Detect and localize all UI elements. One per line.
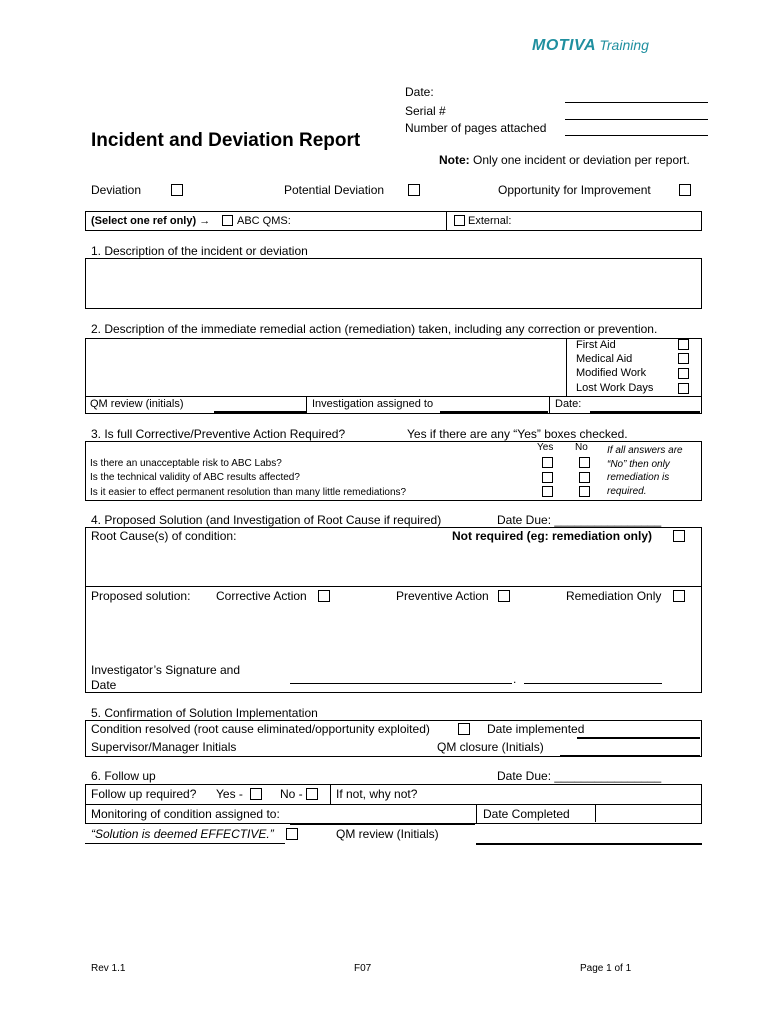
section3-note-line-3: remediation is: [607, 472, 670, 483]
date-completed-label: Date Completed: [483, 807, 570, 821]
signature-label-line2: Date: [91, 678, 117, 692]
if-not-why-label: If not, why not?: [336, 787, 418, 801]
followup-no-label: No -: [280, 787, 303, 801]
condition-resolved-checkbox[interactable]: [458, 723, 470, 735]
section5-heading: 5. Confirmation of Solution Implementation: [91, 706, 318, 720]
permanent-yes-checkbox[interactable]: [542, 486, 553, 497]
note-line: [439, 153, 690, 167]
incident-description-box[interactable]: [85, 258, 702, 309]
footer-form-number: F07: [354, 963, 372, 974]
remediation-only-label: Remediation Only: [566, 589, 662, 603]
root-cause-area[interactable]: [86, 545, 700, 585]
not-required-label: Not required (eg: remediation only): [452, 529, 653, 543]
remedial-description-area[interactable]: [85, 338, 567, 397]
section2-divider: [85, 396, 702, 397]
permanent-no-checkbox[interactable]: [579, 486, 590, 497]
pages-field-line[interactable]: [565, 135, 708, 136]
serial-label: Serial #: [405, 104, 446, 118]
section6-heading: 6. Follow up: [91, 769, 156, 783]
section2-heading: 2. Description of the immediate remedial action (remediation) taken, including any correction or prevention.: [91, 322, 658, 336]
date-label: Date:: [405, 85, 434, 99]
page-title: Incident and Deviation Report: [91, 130, 361, 151]
signature-field-line[interactable]: [290, 683, 512, 684]
serial-field-line[interactable]: [565, 119, 708, 120]
footer-rev: Rev 1.1: [91, 963, 126, 974]
question-validity: Is the technical validity of ABC results affected?: [90, 472, 300, 483]
option-modified-work-checkbox[interactable]: [678, 368, 689, 379]
section3-note: [607, 444, 683, 498]
select-one-ref-label: (Select one ref only) →: [91, 215, 211, 227]
section4-divider: [85, 586, 702, 587]
section6-vdiv3: [595, 804, 596, 822]
validity-yes-checkbox[interactable]: [542, 472, 553, 483]
section2-date-label: Date:: [555, 398, 582, 410]
proposed-solution-area[interactable]: [86, 606, 700, 660]
qm-review-label: QM review (Initials): [336, 827, 439, 841]
section3-heading: 3. Is full Corrective/Preventive Action Required?: [91, 427, 346, 441]
option-medical-aid-checkbox[interactable]: [678, 353, 689, 364]
section6-divider: [85, 804, 702, 805]
abc-qms-label: ABC QMS:: [237, 215, 291, 227]
date-implemented-label: Date implemented: [487, 722, 585, 736]
pages-label: Number of pages attached: [405, 121, 547, 135]
no-column-header: No: [575, 442, 588, 453]
section4-date-due: Date Due: ________________: [497, 513, 662, 527]
solution-effective-label: “Solution is deemed EFFECTIVE.”: [91, 827, 274, 841]
investigation-assigned-label: Investigation assigned to: [312, 398, 434, 410]
option-modified-work-label: Modified Work: [576, 367, 647, 379]
opportunity-checkbox[interactable]: [679, 184, 691, 196]
potential-deviation-checkbox[interactable]: [408, 184, 420, 196]
signature-date-field-line[interactable]: [524, 683, 662, 684]
qm-review-initials-label: QM review (initials): [90, 398, 184, 410]
date-implemented-field-line[interactable]: [577, 737, 700, 739]
option-first-aid-label: First Aid: [576, 339, 616, 351]
signature-separator: .: [513, 672, 517, 686]
followup-yes-checkbox[interactable]: [250, 788, 262, 800]
logo-suffix: Training: [599, 37, 649, 53]
section6-date-due: Date Due: ________________: [497, 769, 662, 783]
monitoring-assigned-label: Monitoring of condition assigned to:: [91, 807, 280, 821]
motiva-logo: [532, 37, 649, 55]
abc-qms-checkbox[interactable]: [222, 215, 233, 226]
supervisor-initials-label: Supervisor/Manager Initials: [91, 740, 237, 754]
section3-note-line-2: “No” then only: [607, 458, 670, 470]
signature-label-line1: Investigator’s Signature and: [91, 663, 240, 677]
preventive-action-label: Preventive Action: [396, 589, 489, 603]
note-text: Only one incident or deviation per report.: [473, 153, 690, 167]
followup-no-checkbox[interactable]: [306, 788, 318, 800]
note-label: Note:: [439, 153, 470, 167]
proposed-solution-label: Proposed solution:: [91, 589, 191, 603]
qm-closure-field-line[interactable]: [560, 755, 700, 757]
root-cause-label: Root Cause(s) of condition:: [91, 529, 237, 543]
qm-closure-label: QM closure (Initials): [437, 740, 544, 754]
option-lost-work-days-label: Lost Work Days: [576, 382, 654, 394]
section6-vdiv1: [330, 784, 331, 804]
option-first-aid-checkbox[interactable]: [678, 339, 689, 350]
option-medical-aid-label: Medical Aid: [576, 353, 633, 365]
option-lost-work-days-checkbox[interactable]: [678, 383, 689, 394]
qm-review-initials-field-line[interactable]: [476, 843, 702, 845]
question-risk: Is there an unacceptable risk to ABC Labs?: [90, 458, 282, 469]
ref-divider: [446, 211, 447, 231]
corrective-action-label: Corrective Action: [216, 589, 307, 603]
section4-heading: 4. Proposed Solution (and Investigation of Root Cause if required): [91, 513, 442, 527]
section3-note-line-4: required.: [607, 485, 647, 497]
deviation-label: Deviation: [91, 183, 142, 197]
solution-effective-checkbox[interactable]: [286, 828, 298, 840]
opportunity-label: Opportunity for Improvement: [498, 183, 651, 197]
section2-vdiv1: [306, 396, 307, 414]
signature-label: [91, 663, 240, 693]
investigation-field-line[interactable]: [440, 411, 548, 413]
yes-column-header: Yes: [537, 442, 554, 453]
corrective-action-checkbox[interactable]: [318, 590, 330, 602]
section1-heading: 1. Description of the incident or deviation: [91, 244, 308, 258]
section2-date-field-line[interactable]: [590, 411, 700, 413]
effective-underline: [85, 843, 285, 844]
section3-note-line-1: If all answers are: [607, 445, 683, 456]
section2-vdiv2: [549, 396, 550, 414]
qm-review-field-line[interactable]: [214, 411, 306, 413]
deviation-checkbox[interactable]: [171, 184, 183, 196]
section6-vdiv2: [476, 804, 477, 824]
external-label: External:: [468, 215, 512, 227]
footer-page-number: Page 1 of 1: [580, 963, 632, 974]
risk-no-checkbox[interactable]: [579, 457, 590, 468]
risk-yes-checkbox[interactable]: [542, 457, 553, 468]
section3-yes-if: Yes if there are any “Yes” boxes checked.: [407, 427, 628, 441]
validity-no-checkbox[interactable]: [579, 472, 590, 483]
logo-brand: MOTIVA: [532, 37, 597, 54]
monitoring-field-line[interactable]: [290, 823, 475, 825]
condition-resolved-label: Condition resolved (root cause eliminated/opportunity exploited): [91, 722, 430, 736]
preventive-action-checkbox[interactable]: [498, 590, 510, 602]
external-checkbox[interactable]: [454, 215, 465, 226]
question-permanent: Is it easier to effect permanent resolution than many little remediations?: [90, 487, 407, 498]
followup-yes-label: Yes -: [216, 787, 243, 801]
not-required-checkbox[interactable]: [673, 530, 685, 542]
potential-deviation-label: Potential Deviation: [284, 183, 385, 197]
date-field-line[interactable]: [565, 102, 708, 103]
followup-required-label: Follow up required?: [91, 787, 197, 801]
remediation-only-checkbox[interactable]: [673, 590, 685, 602]
